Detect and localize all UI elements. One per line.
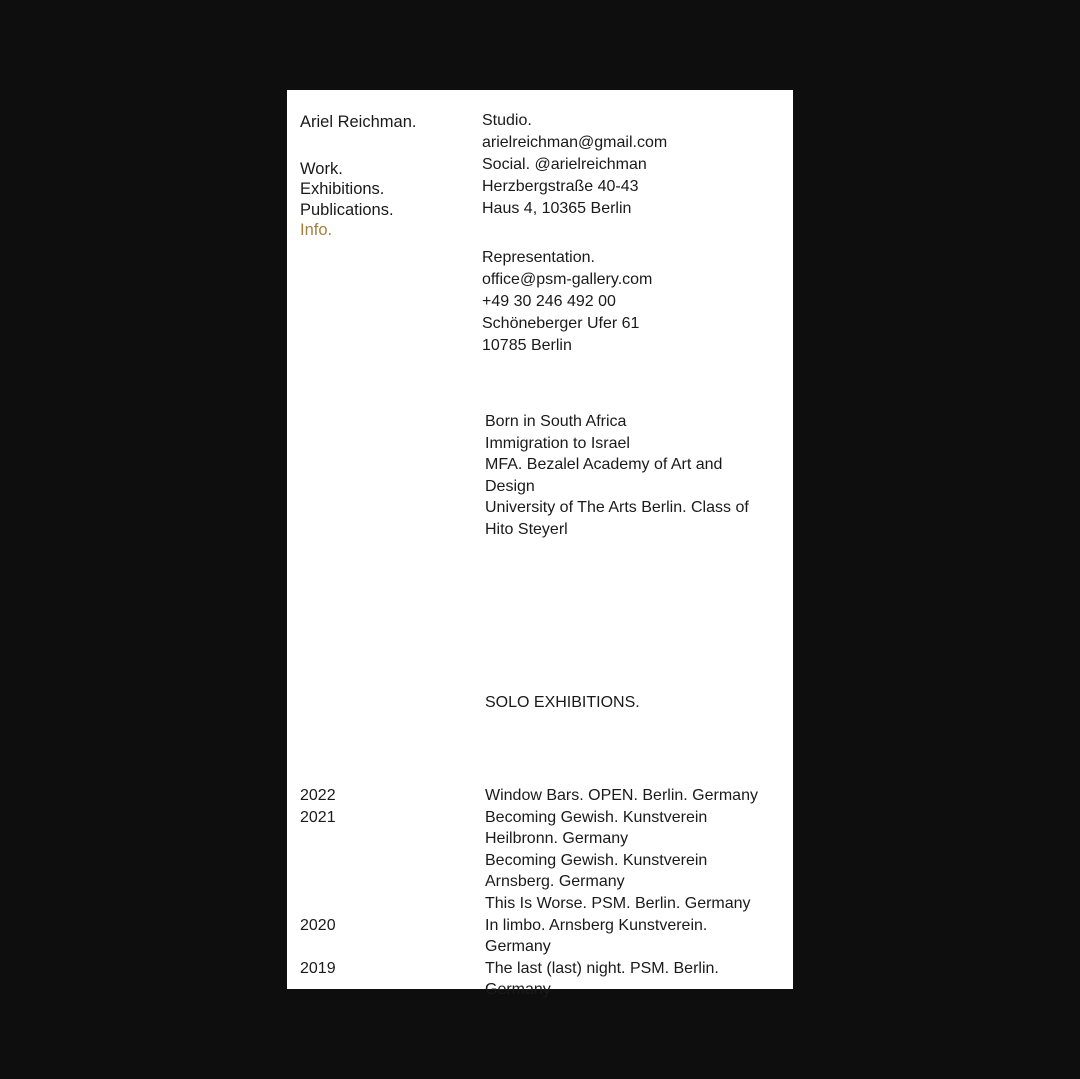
main-nav [300, 159, 394, 241]
exhibition-year: 2019 [300, 959, 336, 977]
exhibition-entries [485, 785, 775, 807]
exhibition-entry: Window Bars. OPEN. Berlin. Germany [485, 787, 758, 804]
representation-email-link[interactable]: office@psm-gallery.com [482, 271, 653, 288]
exhibition-entry: Becoming Gewish. Kunstverein Heilbronn. Germany [485, 808, 708, 848]
exhibition-year-row [300, 915, 780, 958]
representation-address-line: 10785 Berlin [482, 337, 572, 354]
exhibition-year-row [300, 807, 780, 915]
nav-item-publications[interactable]: Publications. [300, 200, 394, 219]
exhibition-entry: The last (last) night. PSM. Berlin. Germany [485, 959, 719, 999]
representation-address-line: Schöneberger Ufer 61 [482, 315, 640, 332]
nav-item-exhibitions[interactable]: Exhibitions. [300, 180, 385, 199]
social-link[interactable]: Social. @arielreichman [482, 156, 647, 173]
representation-heading: Representation. [482, 249, 595, 266]
phone-viewport [287, 90, 793, 999]
exhibition-year: 2022 [300, 787, 336, 804]
bio-item: University of The Arts Berlin. Class of Hito Steyerl [485, 499, 749, 538]
bio-item: Born in South Africa [485, 413, 627, 430]
studio-address-line: Haus 4, 10365 Berlin [482, 200, 632, 217]
studio-email-link[interactable]: arielreichman@gmail.com [482, 134, 668, 151]
studio-address-line: Herzbergstraße 40-43 [482, 178, 639, 195]
bio-item: Immigration to Israel [485, 434, 630, 452]
exhibition-entries [485, 915, 775, 958]
exhibition-year-row [300, 785, 780, 807]
exhibition-entry: This Is Worse. PSM. Berlin. Germany [485, 894, 751, 912]
bio-list [485, 411, 775, 541]
exhibition-year-row [300, 958, 780, 1001]
exhibition-year: 2021 [300, 808, 336, 826]
studio-heading: Studio. [482, 112, 532, 129]
representation-phone-link[interactable]: +49 30 246 492 00 [482, 293, 616, 310]
exhibition-entries [485, 958, 775, 1001]
exhibition-entry: In limbo. Arnsberg Kunstverein. Germany [485, 916, 708, 956]
exhibition-entries [485, 807, 775, 915]
solo-exhibitions-heading: SOLO EXHIBITIONS. [485, 694, 640, 711]
site-title[interactable]: Ariel Reichman. [300, 113, 417, 131]
studio-contact [482, 110, 667, 220]
representation-contact [482, 247, 652, 357]
nav-item-info[interactable]: Info. [300, 221, 333, 240]
bio-item: MFA. Bezalel Academy of Art and Design [485, 456, 723, 495]
nav-item-work[interactable]: Work. [300, 160, 343, 178]
exhibition-year: 2020 [300, 916, 336, 934]
exhibition-entry: Becoming Gewish. Kunstverein Arnsberg. Germany [485, 851, 708, 891]
